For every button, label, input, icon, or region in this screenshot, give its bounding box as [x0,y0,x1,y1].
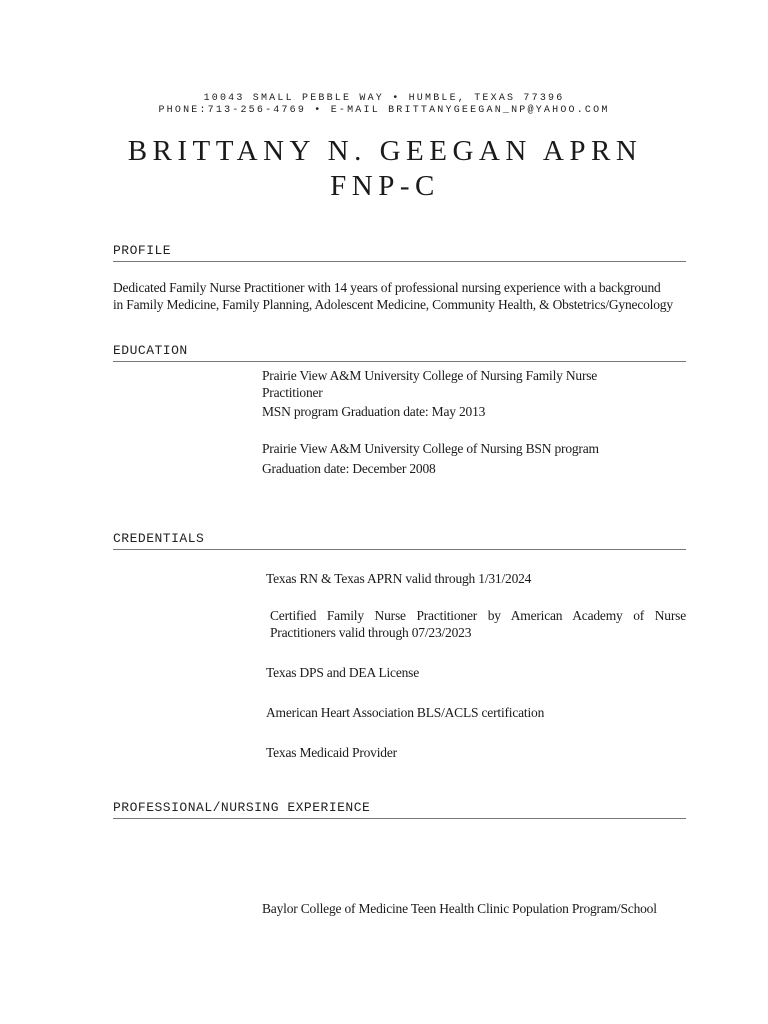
contact-line: PHONE:713-256-4769 • E-MAIL BRITTANYGEEGAN_NP@YAHOO.COM [158,105,610,116]
profile-text: Dedicated Family Nurse Practitioner with 14 years of professional nursing experience with a background in Family Medicine, Family Planning, Adolescent Medicine, Community Health, & Obstetrics/Gynecology [113,280,673,312]
credential-item-3: Texas DPS and DEA License [266,665,420,680]
experience-heading: PROFESSIONAL/NURSING EXPERIENCE [113,800,686,819]
credential-item-4: American Heart Association BLS/ACLS certification [266,705,545,720]
credential-item-1: Texas RN & Texas APRN valid through 1/31/2024 [266,571,532,586]
name-line-2: FNP-C [330,170,440,202]
name-line-1: BRITTANY N. GEEGAN APRN [127,135,643,167]
credential-item-5: Texas Medicaid Provider [266,745,397,760]
credentials-heading: CREDENTIALS [113,531,686,550]
education-entry-1-line1: Prairie View A&M University College of Nursing Family Nurse Practitioner [262,368,598,400]
education-entry-2-line1: Prairie View A&M University College of Nursing BSN program [262,441,599,456]
address-line: 10043 SMALL PEBBLE WAY • HUMBLE, TEXAS 77396 [203,93,565,104]
profile-heading: PROFILE [113,243,686,262]
experience-entry-1: Baylor College of Medicine Teen Health Clinic Population Program/School [262,901,657,916]
education-heading: EDUCATION [113,343,686,362]
education-entry-1-line2: MSN program Graduation date: May 2013 [262,404,486,419]
education-entry-2-line2: Graduation date: December 2008 [262,461,436,476]
credential-item-2: Certified Family Nurse Practitioner by American Academy of Nurse Practitioners valid through 07/23/2023 [270,608,686,640]
